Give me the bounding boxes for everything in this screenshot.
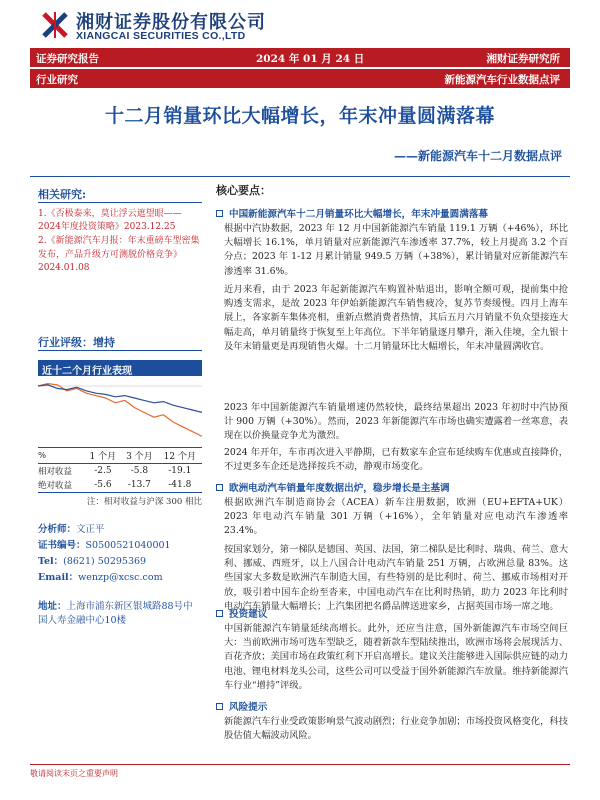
- body-paragraph: 近月来看，由于 2023 年起新能源汽车购置补贴退出，影响全额可观，提前集中抢购透支需求，是故 2023 年伊始新能源汽车销售疲冷，复苏节奏缓慢。四月上海车展上，各家新车集体亮相，重新点燃消费者热情，其后五月六月销量不负众望接连大幅走高，单月销量终于恢复至上年高位。下半年销量逐月攀升，渐入佳境，全九银十及年末销量更是再现销售火爆。十二月销量环比大幅增长，年末冲量圆满收官。: [224, 284, 568, 352]
- table-cell: -2.5: [94, 466, 112, 476]
- table-cell: -19.1: [168, 466, 192, 476]
- body-paragraph: 2024 年开年，车市再次进入平静期，已有数家车企宣布延续购车优惠或直接降价，不过更多车企还是选择按兵不动，静观市场变化。: [224, 447, 568, 473]
- section-heading: [216, 206, 488, 220]
- analyst-info: [38, 522, 202, 586]
- table-cell: -5.8: [130, 466, 149, 476]
- footer-rule: [30, 764, 570, 765]
- table-header-cell: 1 个月: [85, 448, 121, 464]
- related-research-list: [38, 208, 202, 276]
- table-header-cell: %: [38, 448, 85, 464]
- table-cell: 绝对收益: [38, 478, 85, 493]
- header-band-1: [30, 48, 570, 67]
- related-research-heading: 相关研究:: [38, 188, 87, 201]
- body-paragraph: 根据中汽协数据，2023 年 12 月中国新能源汽车销量 119.1 万辆（+46%），环比大幅增长 16.1%，单月销量对应新能源汽车渗透率 37.7%，较上月提高 3.2 个百分点；2023 年 1-12 月累计销量 949.5 万辆（+38%），累计销量对应新能源汽车渗透率 31.6%。: [224, 223, 568, 277]
- table-header-row: [38, 448, 202, 464]
- industry-performance-chart: [38, 376, 202, 444]
- tel-label: Tel：: [38, 556, 64, 567]
- page-subtitle: ——新能源汽车十二月数据点评: [393, 149, 562, 163]
- bullet-square-icon: [216, 484, 223, 491]
- page-title: 十二月销量环比大幅增长，年末冲量圆满落幕: [104, 105, 495, 127]
- performance-table: [38, 447, 202, 493]
- chart-heading: 近十二个月行业表现: [38, 360, 202, 376]
- bullet-square-icon: [216, 210, 223, 217]
- brand-name-cn: 湘财证券股份有限公司: [76, 12, 266, 33]
- rating-rule: [38, 350, 202, 351]
- report-category: 新能源汽车行业数据点评: [444, 74, 560, 86]
- section-heading-text: 中国新能源汽车十二月销量环比大幅增长，年末冲量圆满落幕: [229, 209, 489, 220]
- analyst-line: [38, 522, 202, 538]
- email-link[interactable]: wenzp@xcsc.com: [78, 572, 163, 583]
- table-note: 注：相对收益与沪深 300 相比: [86, 497, 202, 507]
- tel-value: (8621) 50295369: [63, 556, 147, 567]
- institute-name: 湘财证券研究所: [486, 53, 560, 65]
- body-paragraph: 根据欧洲汽车制造商协会（ACEA）新车注册数据，欧洲（EU+EFTA+UK）2023 年电动汽车销量 301 万辆（+16%），全年销量对应电动汽车渗透率 23.4%。: [224, 497, 568, 537]
- table-row: [38, 478, 202, 493]
- footer-disclaimer[interactable]: 敬请阅读末页之重要声明: [30, 769, 118, 778]
- core-points-heading: 核心要点：: [216, 184, 271, 197]
- table-row: [38, 464, 202, 479]
- brand-mark-icon: [40, 10, 70, 40]
- industry-rating: 行业评级：增持: [38, 336, 115, 349]
- table-cell: -5.6: [85, 478, 121, 493]
- body-paragraph: 2023 年中国新能源汽车销量增速仍然较快，最终结果超出 2023 年初时中汽协预计 900 万辆（+30%）。然而，2023 年新能源汽车市场也确实遭露着一丝寒意，表现在以价换量竞争尤为激烈。: [224, 402, 568, 442]
- table-cell: 相对收益: [38, 467, 73, 477]
- analyst-label: 分析师：: [38, 524, 77, 535]
- body-paragraph: 新能源汽车行业受政策影响景气波动剧烈；行业竞争加剧；市场投资风格变化，科技股估值大幅波动风险。: [224, 716, 568, 742]
- chart-series-line-2: [38, 385, 202, 413]
- certificate-line: [38, 538, 202, 554]
- certificate-value: S0500521040001: [85, 540, 171, 551]
- table-cell: -13.7: [121, 478, 157, 493]
- section-heading-text: 欧洲电动汽车销量年度数据出炉，稳步增长是主基调: [229, 483, 450, 494]
- address-label: 地址：: [38, 601, 67, 612]
- research-type: 行业研究: [36, 74, 78, 86]
- table-header-cell: 12 个月: [158, 448, 202, 464]
- title-divider: [30, 176, 570, 177]
- table-cell: -41.8: [158, 478, 202, 493]
- section-heading-text: 投资建议: [229, 609, 268, 620]
- brand-name-en: XIANGCAI SECURITIES CO.,LTD: [76, 30, 246, 42]
- chart-series-line-1: [38, 384, 202, 437]
- email-line: [38, 570, 202, 586]
- section-heading: [216, 606, 267, 620]
- body-paragraph: 中国新能源汽车销量延续高增长。此外，还应当注意，国外新能源汽车市场空间巨大：当前欧洲市场可选车型缺乏，随着新款车型陆续推出，欧洲市场将会展现活力、百花齐放；美国市场在政策红利下开启高增长。建议关注能够进入国际供应链的动力电池、锂电材料龙头公司，这些公司可以受益于国外新能源汽车放量。维持新能源汽车行业“增持”评级。: [224, 623, 568, 691]
- body-paragraph: 按国家划分，第一梯队是德国、英国、法国，第二梯队是比利时、瑞典、荷兰、意大利、挪威、西班牙，以上八国合计电动汽车销量 251 万辆，占欧洲总量 83%。这些国家大多数是欧洲汽车制造大国，有些特别的是比利时、荷兰、挪威市场相对开放，吸引着中国车企纷至沓来，中国电动汽车在比利时热销，助力 2023 年比利时电动汽车销量大幅增长；上汽集团把名爵品牌送进家乡，占据英国市场一席之地。: [224, 544, 568, 612]
- report-date: 2024 年 01 月 24 日: [256, 53, 365, 65]
- certificate-label: 证书编号：: [38, 540, 86, 551]
- related-research-item[interactable]: 1.《否极泰来，莫让浮云遮望眼——2024年度投资策略》2023.12.25: [38, 209, 182, 233]
- section-heading: [216, 480, 450, 494]
- bullet-square-icon: [216, 610, 223, 617]
- bullet-square-icon: [216, 703, 223, 710]
- address: [38, 600, 202, 628]
- analyst-value: 文正平: [76, 524, 105, 535]
- related-research-item[interactable]: 2.《新能源汽车月报：年末重磅车型密集发布，产品升级方可测脱价格竞争》2024.01.08: [38, 236, 200, 273]
- table-header-cell: 3 个月: [121, 448, 157, 464]
- brand-logo: [40, 6, 280, 44]
- section-heading: [216, 699, 267, 713]
- tel-line: [38, 554, 202, 570]
- address-value: 上海市浦东新区银城路88号中国人寿金融中心10楼: [38, 601, 193, 626]
- related-research-rule: [38, 202, 202, 203]
- header-band-2: [30, 69, 570, 88]
- report-type: 证券研究报告: [36, 53, 99, 65]
- email-label: Email：: [38, 572, 79, 583]
- section-heading-text: 风险提示: [229, 702, 268, 713]
